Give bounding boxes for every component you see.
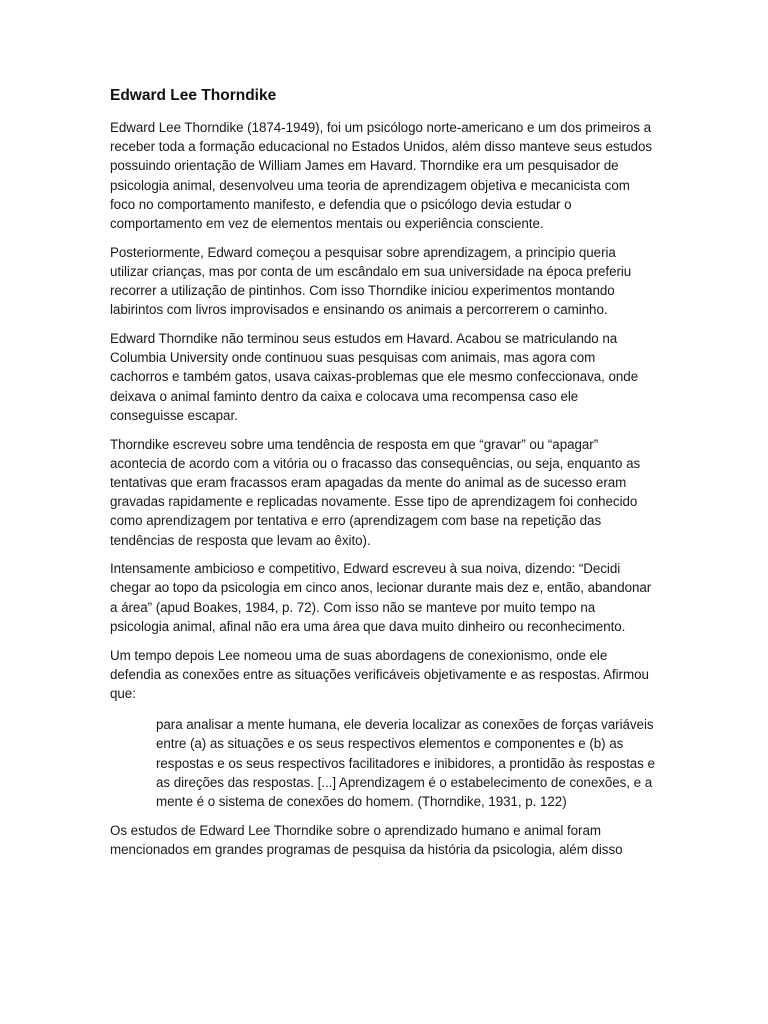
document-title: Edward Lee Thorndike — [110, 87, 277, 104]
document-body — [110, 86, 655, 869]
block-quote: para analisar a mente humana, ele deveria localizar as conexões de forças variáveis entre (a) as situações e os seus respectivos elementos e componentes e (b) as respostas e os seus respectivos facilitadores e inibidores, a prontidão às respostas e as direções das respostas. [...] Aprendizagem é o estabelecimento de conexões, e a mente é o sistema de conexões do homem. (Thorndike, 1931, p. 122) — [156, 717, 655, 809]
paragraph-trial-error: Thorndike escreveu sobre uma tendência de resposta em que “gravar” ou “apagar” acontecia de acordo com a vitória ou o fracasso das consequências, ou seja, enquanto as tentativas que eram fracassos eram apagadas da mente do animal as de sucesso eram gravadas rapidamente e replicadas novamente. Esse tipo de aprendizagem foi conhecido como aprendizagem por tentativa e erro (aprendizagem com base na repetição das tendências de resposta que levam ao êxito). — [110, 436, 641, 548]
paragraph-intro: Edward Lee Thorndike (1874-1949), foi um psicólogo norte-americano e um dos primeiros a receber toda a formação educacional no Estados Unidos, além disso manteve seus estudos possuindo orientação de William James em Havard. Thorndike era um pesquisador de psicologia animal, desenvolveu uma teoria de aprendizagem objetiva e mecanicista com foco no comportamento manifesto, e defendia que o psicólogo devia estudar o comportamento em vez de elementos mentais ou experiência consciente. — [110, 120, 653, 232]
paragraph-connectionism: Um tempo depois Lee nomeou uma de suas abordagens de conexionismo, onde ele defendia as conexões entre as situações verificáveis objetivamente e as respostas. Afirmou que: — [110, 647, 649, 701]
paragraph-research: Posteriormente, Edward começou a pesquisar sobre aprendizagem, a principio queria utilizar crianças, mas por conta de um escândalo em sua universidade na época preferiu recorrer a utilização de pintinhos. Com isso Thorndike iniciou experimentos montando labirintos com livros improvisados e ensinando os animais a percorrerem o caminho. — [110, 244, 632, 318]
paragraph-closing: Os estudos de Edward Lee Thorndike sobre o aprendizado humano e animal foram mencionados em grandes programas de pesquisa da história da psicologia, além disso — [110, 822, 623, 857]
paragraph-ambition: Intensamente ambicioso e competitivo, Edward escreveu à sua noiva, dizendo: “Decidi chegar ao topo da psicologia em cinco anos, lecionar durante mais dez e, então, abandonar a área” (apud Boakes, 1984, p. 72). Com isso não se manteve por muito tempo na psicologia animal, afinal não era uma área que dava muito dinheiro ou reconhecimento. — [110, 561, 652, 634]
paragraph-columbia: Edward Thorndike não terminou seus estudos em Havard. Acabou se matriculando na Columbia University onde continuou suas pesquisas com animais, mas agora com cachorros e também gatos, usava caixas-problemas que ele mesmo confeccionava, onde deixava o animal faminto dentro da caixa e colocava uma recompensa caso ele conseguisse escapar. — [110, 331, 639, 423]
